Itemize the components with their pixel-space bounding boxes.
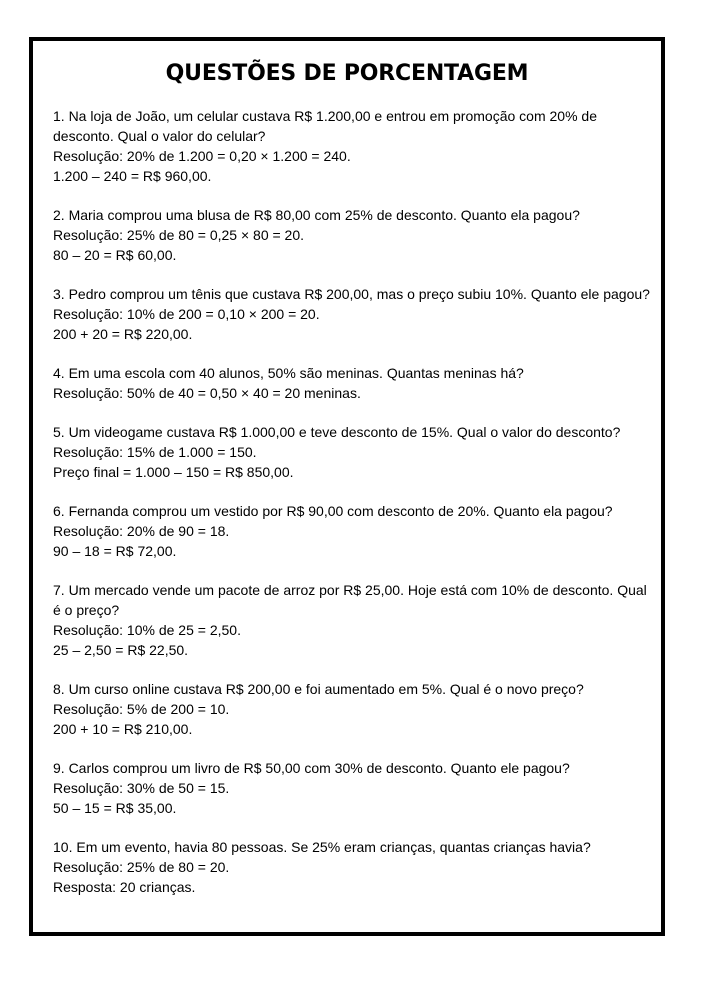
question-text: 7. Um mercado vende um pacote de arroz por R$ 25,00. Hoje está com 10% de desconto. Qual é o preço? <box>53 582 647 618</box>
question-5 <box>53 422 653 482</box>
resolution-line: Resolução: 30% de 50 = 15. <box>53 780 230 796</box>
question-text: 8. Um curso online custava R$ 200,00 e foi aumentado em 5%. Qual é o novo preço? <box>53 681 584 697</box>
resolution-line: Resolução: 25% de 80 = 20. <box>53 859 230 875</box>
answer-line: 1.200 – 240 = R$ 960,00. <box>53 168 212 184</box>
question-9 <box>53 758 653 818</box>
question-3 <box>53 284 653 344</box>
question-text: 6. Fernanda comprou um vestido por R$ 90,00 com desconto de 20%. Quanto ela pagou? <box>53 503 613 519</box>
resolution-line: Resolução: 20% de 90 = 18. <box>53 523 230 539</box>
question-text: 4. Em uma escola com 40 alunos, 50% são meninas. Quantas meninas há? <box>53 365 524 381</box>
answer-line: 25 – 2,50 = R$ 22,50. <box>53 642 189 658</box>
resolution-line: Resolução: 5% de 200 = 10. <box>53 701 230 717</box>
resolution-line: Resolução: 50% de 40 = 0,50 × 40 = 20 meninas. <box>53 385 361 401</box>
resolution-line: Resolução: 15% de 1.000 = 150. <box>53 444 257 460</box>
answer-line: Resposta: 20 crianças. <box>53 879 196 895</box>
question-10 <box>53 837 653 897</box>
question-text: 10. Em um evento, havia 80 pessoas. Se 25% eram crianças, quantas crianças havia? <box>53 839 591 855</box>
answer-line: 200 + 10 = R$ 210,00. <box>53 721 193 737</box>
resolution-line: Resolução: 10% de 200 = 0,10 × 200 = 20. <box>53 306 320 322</box>
answer-line: 80 – 20 = R$ 60,00. <box>53 247 177 263</box>
question-text: 5. Um videogame custava R$ 1.000,00 e teve desconto de 15%. Qual o valor do desconto? <box>53 424 621 440</box>
question-6 <box>53 501 653 561</box>
question-text: 9. Carlos comprou um livro de R$ 50,00 com 30% de desconto. Quanto ele pagou? <box>53 760 570 776</box>
questions-list <box>53 106 653 916</box>
answer-line: 200 + 20 = R$ 220,00. <box>53 326 193 342</box>
page-title: QUESTÕES DE PORCENTAGEM <box>165 61 529 86</box>
resolution-line: Resolução: 20% de 1.200 = 0,20 × 1.200 = 240. <box>53 148 351 164</box>
answer-line: 50 – 15 = R$ 35,00. <box>53 800 177 816</box>
question-text: 1. Na loja de João, um celular custava R$ 1.200,00 e entrou em promoção com 20% de desconto. Qual o valor do celular? <box>53 108 597 144</box>
question-text: 3. Pedro comprou um tênis que custava R$ 200,00, mas o preço subiu 10%. Quanto ele pagou? <box>53 286 650 302</box>
question-2 <box>53 205 653 265</box>
answer-line: 90 – 18 = R$ 72,00. <box>53 543 177 559</box>
question-4 <box>53 363 653 403</box>
worksheet-frame <box>29 37 665 936</box>
question-7 <box>53 580 653 660</box>
answer-line: Preço final = 1.000 – 150 = R$ 850,00. <box>53 464 294 480</box>
resolution-line: Resolução: 10% de 25 = 2,50. <box>53 622 241 638</box>
question-text: 2. Maria comprou uma blusa de R$ 80,00 com 25% de desconto. Quanto ela pagou? <box>53 207 580 223</box>
question-8 <box>53 679 653 739</box>
resolution-line: Resolução: 25% de 80 = 0,25 × 80 = 20. <box>53 227 305 243</box>
question-1 <box>53 106 653 186</box>
